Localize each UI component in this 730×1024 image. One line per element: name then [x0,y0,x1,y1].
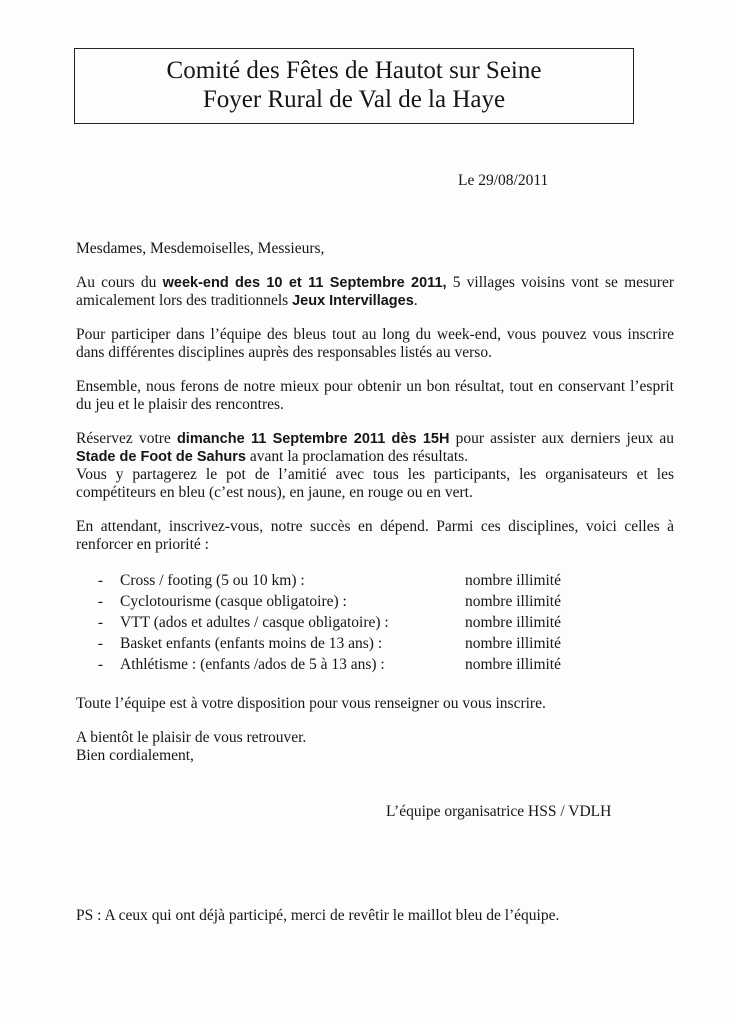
paragraph-reserve-text-2: pour assister aux derniers jeux au [449,430,674,447]
paragraph-waiting: En attendant, inscrivez-vous, notre succès en dépend. Parmi ces disciplines, voici celles à renforcer en priorité : [76,518,674,553]
postscript: PS : A ceux qui ont déjà participé, merci de revêtir le maillot bleu de l’équipe. [76,907,560,924]
discipline-count: nombre illimité [465,656,561,673]
paragraph-team: Toute l’équipe est à votre disposition pour vous renseigner ou vous inscrire. [76,695,546,712]
paragraph-event-bold-1: week-end des 10 et 11 Septembre 2011, [162,275,447,291]
list-bullet: - [97,593,103,610]
discipline-count: nombre illimité [465,635,561,652]
discipline-count: nombre illimité [465,614,561,631]
closing-line-1: A bientôt le plaisir de vous retrouver. [76,729,307,746]
paragraph-reserve-text-1: Réservez votre [76,430,177,447]
discipline-count: nombre illimité [465,593,561,610]
paragraph-reserve-bold-2: Stade de Foot de Sahurs [76,449,246,465]
paragraph-event [76,274,674,310]
list-bullet: - [97,656,103,673]
discipline-label: VTT (ados et adultes / casque obligatoire) : [120,614,389,631]
letter-header [74,48,634,124]
discipline-list [76,572,674,677]
letter-date: Le 29/08/2011 [458,172,549,189]
list-item [76,656,674,677]
signature: L’équipe organisatrice HSS / VDLH [386,803,612,820]
paragraph-event-bold-2: Jeux Intervillages [292,293,414,309]
discipline-label: Cross / footing (5 ou 10 km) : [120,572,305,589]
list-bullet: - [97,614,103,631]
salutation: Mesdames, Mesdemoiselles, Messieurs, [76,240,325,257]
paragraph-reserve [76,430,674,466]
list-item [76,614,674,635]
paragraph-event-text-2: 5 villages voisins vont se mesurer amicalement lors des traditionnels [76,274,674,309]
discipline-label: Athlétisme : (enfants /ados de 5 à 13 ans) : [120,656,385,673]
list-item [76,593,674,614]
discipline-count: nombre illimité [465,572,561,589]
header-line-2: Foyer Rural de Val de la Haye [202,86,506,113]
list-bullet: - [97,635,103,652]
list-item [76,572,674,593]
letter-body [76,240,674,765]
list-item [76,635,674,656]
paragraph-participate: Pour participer dans l’équipe des bleus tout au long du week-end, vous pouvez vous inscrire dans différentes disciplines auprès des responsables listés au verso. [76,326,674,361]
header-line-1: Comité des Fêtes de Hautot sur Seine [166,57,542,84]
paragraph-share: Vous y partagerez le pot de l’amitié avec tous les participants, les organisateurs et les compétiteurs en bleu (c’est nous), en jaune, en rouge ou en vert. [76,466,674,501]
paragraph-together: Ensemble, nous ferons de notre mieux pour obtenir un bon résultat, tout en conservant l’esprit du jeu et le plaisir des rencontres. [76,378,674,413]
paragraph-event-text-1: Au cours du [76,274,163,291]
paragraph-reserve-bold-1: dimanche 11 Septembre 2011 dès 15H [176,431,450,447]
discipline-label: Cyclotourisme (casque obligatoire) : [120,593,347,610]
paragraph-event-text-3: . [413,292,418,309]
closing-line-2: Bien cordialement, [76,747,194,764]
list-bullet: - [97,572,103,589]
discipline-label: Basket enfants (enfants moins de 13 ans) : [120,635,383,652]
paragraph-reserve-text-3: avant la proclamation des résultats. [246,448,469,465]
